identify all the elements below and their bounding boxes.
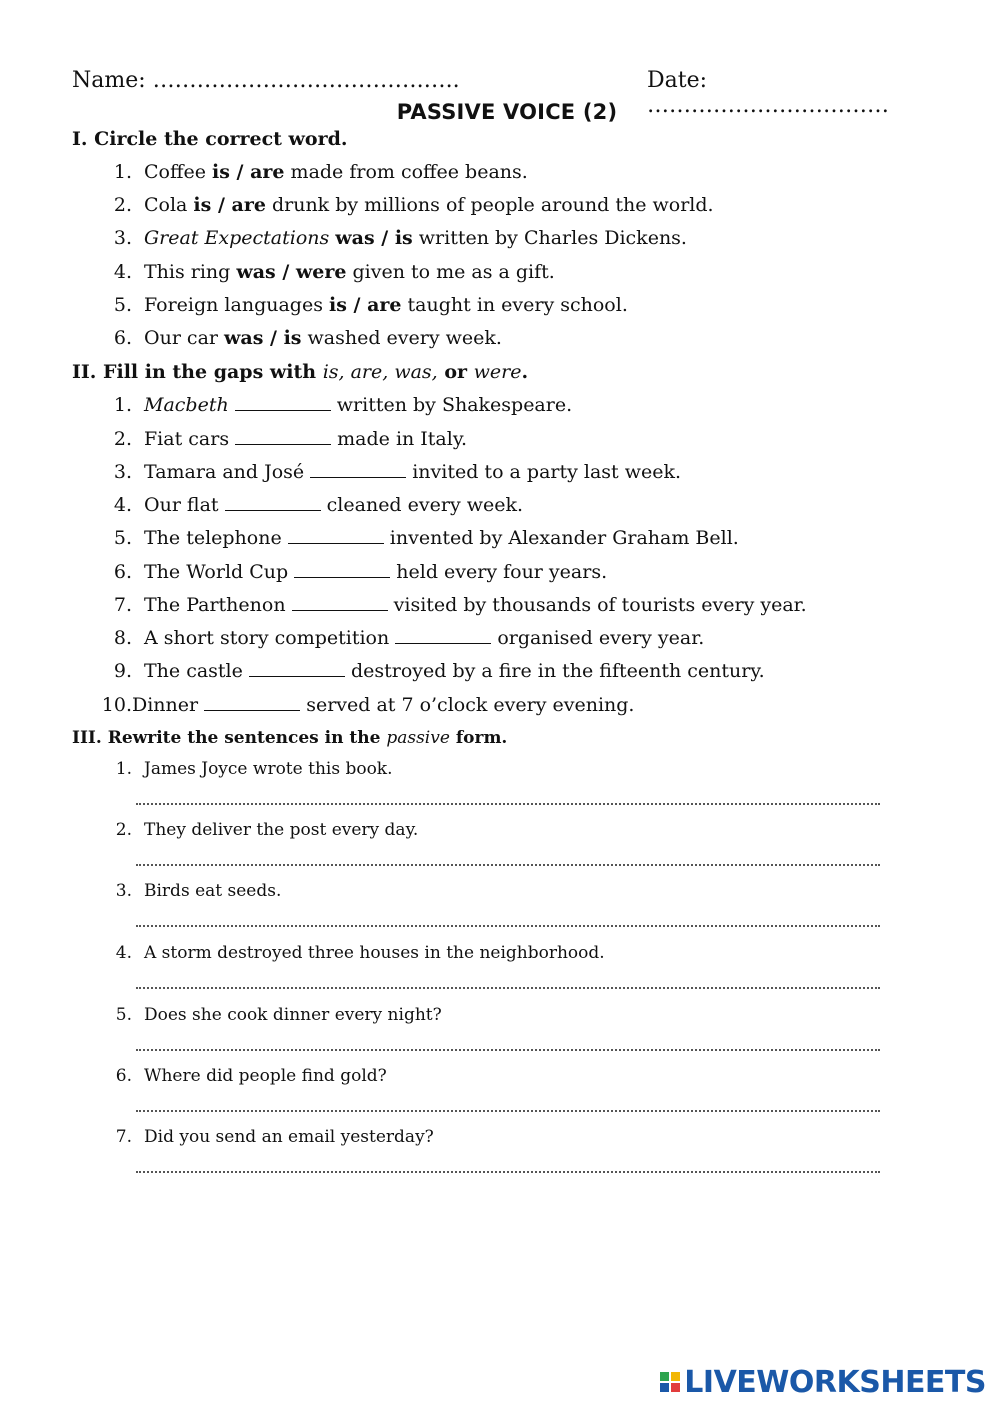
choice-options[interactable]: was / is	[335, 227, 413, 249]
item-pre: Our flat	[144, 494, 225, 516]
gap-item	[100, 594, 807, 616]
item-text: Where did people find gold?	[144, 1066, 387, 1086]
item-number: 5.	[115, 1005, 132, 1025]
item-text: A storm destroyed three houses in the neighborhood.	[144, 943, 605, 963]
item-number: 3.	[115, 881, 132, 901]
section-3-heading	[72, 728, 507, 748]
gap-input[interactable]	[249, 660, 345, 677]
item-post: drunk by millions of people around the world.	[265, 194, 714, 216]
rewrite-item	[100, 820, 418, 840]
gap-input[interactable]	[292, 594, 388, 611]
item-post: made from coffee beans.	[284, 161, 528, 183]
circle-item	[100, 294, 628, 316]
gap-item	[100, 694, 634, 716]
answer-line[interactable]	[136, 803, 880, 805]
item-post: invented by Alexander Graham Bell.	[383, 527, 739, 549]
item-post: cleaned every week.	[320, 494, 524, 516]
item-pre: The telephone	[144, 527, 288, 549]
item-number: 5.	[113, 294, 132, 316]
rewrite-item	[100, 943, 605, 963]
item-post: held every four years.	[390, 561, 608, 583]
item-text	[144, 527, 739, 549]
item-number: 5.	[113, 527, 132, 549]
item-post: served at 7 o’clock every evening.	[300, 694, 635, 716]
gap-input[interactable]	[395, 627, 491, 644]
rewrite-item	[100, 881, 281, 901]
item-number: 1.	[113, 394, 132, 416]
item-text	[144, 194, 714, 216]
item-text: They deliver the post every day.	[144, 820, 419, 840]
page-title: PASSIVE VOICE (2)	[396, 100, 618, 124]
item-pre: This ring	[144, 261, 237, 283]
choice-options[interactable]: is / are	[193, 194, 266, 216]
item-pre: Fiat cars	[144, 428, 236, 450]
logo-text: LIVEWORKSHEETS	[684, 1364, 986, 1400]
item-pre: Dinner	[132, 694, 205, 716]
choice-options[interactable]: is / are	[329, 294, 402, 316]
item-text	[144, 494, 523, 516]
item-post: made in Italy.	[331, 428, 468, 450]
rewrite-item	[100, 1066, 387, 1086]
item-number: 2.	[113, 428, 132, 450]
item-post: written by Charles Dickens.	[412, 227, 687, 249]
circle-item	[100, 227, 687, 249]
date-field[interactable]: Date: ……………………………	[647, 68, 889, 118]
item-post: destroyed by a fire in the fifteenth century.	[344, 660, 765, 682]
answer-line[interactable]	[136, 1110, 880, 1112]
item-number: 9.	[113, 660, 132, 682]
liveworksheets-logo	[660, 1364, 986, 1400]
item-number: 3.	[113, 227, 132, 249]
gap-item	[100, 394, 572, 416]
item-post: invited to a party last week.	[406, 461, 682, 483]
item-title-italic: Macbeth	[144, 394, 229, 416]
answer-line[interactable]	[136, 864, 880, 866]
item-text	[132, 694, 634, 716]
item-pre: Our car	[144, 327, 225, 349]
section-2-heading	[72, 361, 528, 383]
item-pre: The Parthenon	[144, 594, 292, 616]
item-text	[144, 294, 628, 316]
item-number: 4.	[113, 261, 132, 283]
gap-item	[100, 461, 681, 483]
item-number: 7.	[115, 1127, 132, 1147]
item-pre: Coffee	[144, 161, 213, 183]
logo-square-blue	[660, 1383, 669, 1392]
section-2-heading-words: is, are, was,	[322, 361, 438, 383]
item-number: 7.	[113, 594, 132, 616]
choice-options[interactable]: was / were	[236, 261, 347, 283]
item-pre: The castle	[144, 660, 249, 682]
item-post: washed every week.	[301, 327, 502, 349]
item-post: organised every year.	[491, 627, 705, 649]
item-post: written by Shakespeare.	[330, 394, 573, 416]
item-text	[144, 461, 681, 483]
gap-item	[100, 494, 523, 516]
item-number: 6.	[113, 561, 132, 583]
choice-options[interactable]: is / are	[212, 161, 285, 183]
item-text	[144, 261, 555, 283]
item-text	[144, 428, 467, 450]
item-number: 4.	[113, 494, 132, 516]
item-text	[144, 594, 807, 616]
item-number: 2.	[115, 820, 132, 840]
circle-item	[100, 161, 528, 183]
item-number: 1.	[113, 161, 132, 183]
section-1-heading: I. Circle the correct word.	[72, 128, 348, 150]
item-pre: Cola	[144, 194, 194, 216]
logo-icon	[660, 1372, 680, 1392]
gap-input[interactable]	[204, 694, 300, 711]
item-text	[144, 627, 704, 649]
gap-input[interactable]	[225, 494, 321, 511]
item-text: James Joyce wrote this book.	[144, 759, 393, 779]
gap-item	[100, 428, 467, 450]
section-2-heading-or: or	[437, 361, 474, 383]
item-post: taught in every school.	[401, 294, 628, 316]
item-text: Birds eat seeds.	[144, 881, 282, 901]
item-text	[144, 161, 528, 183]
circle-item	[100, 194, 714, 216]
item-number: 6.	[115, 1066, 132, 1086]
item-text	[144, 327, 502, 349]
section-2-heading-last: were	[473, 361, 522, 383]
gap-input[interactable]	[294, 561, 390, 578]
answer-line[interactable]	[136, 1049, 880, 1051]
item-text	[144, 660, 765, 682]
circle-item	[100, 327, 502, 349]
item-text	[144, 394, 572, 416]
answer-line[interactable]	[136, 987, 880, 989]
item-text	[144, 561, 607, 583]
item-number: 10.	[101, 694, 132, 716]
item-pre: Foreign languages	[144, 294, 329, 316]
logo-square-green	[660, 1372, 669, 1381]
gap-item	[100, 561, 607, 583]
gap-item	[100, 660, 765, 682]
gap-item	[100, 627, 704, 649]
logo-square-red	[671, 1383, 680, 1392]
item-pre: The World Cup	[144, 561, 295, 583]
name-field[interactable]: Name: ……………………………….…..	[72, 68, 460, 93]
item-number: 4.	[115, 943, 132, 963]
item-text: Does she cook dinner every night?	[144, 1005, 442, 1025]
section-3-heading-pre: III. Rewrite the sentences in the	[72, 728, 387, 748]
rewrite-item	[100, 759, 393, 779]
section-3-heading-post: form.	[449, 728, 508, 748]
item-text	[144, 227, 687, 249]
gap-input[interactable]	[235, 394, 331, 411]
item-number: 1.	[115, 759, 132, 779]
gap-input[interactable]	[235, 428, 331, 445]
gap-input[interactable]	[310, 461, 406, 478]
item-number: 2.	[113, 194, 132, 216]
item-pre: Tamara and José	[144, 461, 311, 483]
rewrite-item	[100, 1127, 434, 1147]
gap-item	[100, 527, 739, 549]
item-number: 8.	[113, 627, 132, 649]
circle-item	[100, 261, 555, 283]
section-2-heading-pre: II. Fill in the gaps with	[72, 361, 323, 383]
rewrite-item	[100, 1005, 442, 1025]
item-text: Did you send an email yesterday?	[144, 1127, 434, 1147]
item-post: given to me as a gift.	[346, 261, 555, 283]
section-3-heading-italic: passive	[386, 728, 450, 748]
answer-line[interactable]	[136, 1171, 880, 1173]
item-pre: A short story competition	[144, 627, 396, 649]
item-post: visited by thousands of tourists every year.	[387, 594, 807, 616]
answer-line[interactable]	[136, 925, 880, 927]
logo-square-yellow	[671, 1372, 680, 1381]
choice-options[interactable]: was / is	[224, 327, 302, 349]
item-title-italic: Great Expectations	[144, 227, 330, 249]
item-number: 3.	[113, 461, 132, 483]
gap-input[interactable]	[288, 527, 384, 544]
item-number: 6.	[113, 327, 132, 349]
section-2-heading-end: .	[521, 361, 529, 383]
